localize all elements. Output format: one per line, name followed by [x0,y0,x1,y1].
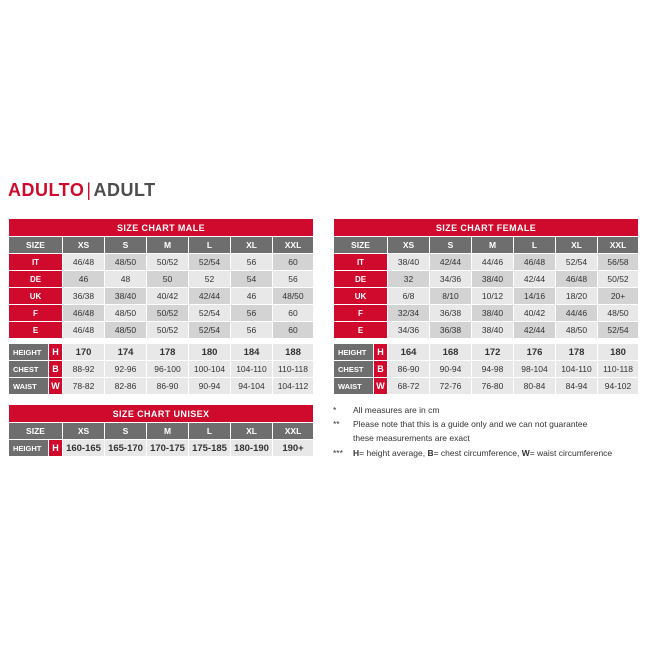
male-cell: 48/50 [105,305,147,322]
male-row-label-e: E [9,322,63,339]
female-cell: 8/10 [430,288,472,305]
female-measure-cell: 110-118 [598,361,639,378]
male-col-xxl: XXL [273,237,314,254]
size-chart-female [333,218,639,395]
table-row [9,322,314,339]
table-row [9,288,314,305]
male-measure-badge-b: B [49,361,63,378]
female-row-label-e: E [334,322,388,339]
female-measure-cell: 86-90 [388,361,430,378]
female-cell: 6/8 [388,288,430,305]
female-cell: 40/42 [514,305,556,322]
table-row-measure [9,361,314,378]
male-col-s: S [105,237,147,254]
male-measure-cell: 104-110 [231,361,273,378]
unisex-measure-cell: 190+ [273,440,314,457]
table-row-measure [9,344,314,361]
female-measure-label-waist: WAIST [334,378,374,395]
male-cell: 40/42 [147,288,189,305]
female-cell: 46/48 [556,271,598,288]
female-cell: 20+ [598,288,639,305]
female-col-m: M [472,237,514,254]
male-cell: 60 [273,305,314,322]
unisex-measure-label-height: HEIGHT [9,440,49,457]
female-measure-cell: 98-104 [514,361,556,378]
male-measure-badge-w: W [49,378,63,395]
female-measure-cell: 94-102 [598,378,639,395]
female-cell: 42/44 [430,254,472,271]
male-measure-cell: 180 [189,344,231,361]
male-measure-cell: 92-96 [105,361,147,378]
male-cell: 42/44 [189,288,231,305]
female-measure-cell: 90-94 [430,361,472,378]
male-measure-cell: 96-100 [147,361,189,378]
unisex-measure-cell: 165-170 [105,440,147,457]
table-row-measure [334,344,639,361]
female-cell: 38/40 [472,305,514,322]
male-cell: 48/50 [273,288,314,305]
male-measure-cell: 88-92 [63,361,105,378]
unisex-col-l: L [189,423,231,440]
male-measure-cell: 110-118 [273,361,314,378]
female-measure-label-chest: CHEST [334,361,374,378]
male-row-label-uk: UK [9,288,63,305]
male-measure-cell: 184 [231,344,273,361]
male-measure-label-chest: CHEST [9,361,49,378]
male-cell: 52/54 [189,305,231,322]
unisex-measure-cell: 180-190 [231,440,273,457]
male-cell: 56 [231,322,273,339]
female-measure-cell: 84-94 [556,378,598,395]
female-cell: 46/48 [514,254,556,271]
female-measure-cell: 80-84 [514,378,556,395]
male-measure-cell: 100-104 [189,361,231,378]
table-row-measure [334,361,639,378]
female-measure-cell: 180 [598,344,639,361]
male-measure-label-waist: WAIST [9,378,49,395]
table-row [9,254,314,271]
male-row-label-f: F [9,305,63,322]
page-title-primary: ADULTO [8,180,85,200]
male-cell: 46 [63,271,105,288]
male-cell: 46 [231,288,273,305]
female-col-l: L [514,237,556,254]
female-measure-cell: 68-72 [388,378,430,395]
female-row-label-f: F [334,305,388,322]
male-cell: 60 [273,322,314,339]
unisex-measure-cell: 175-185 [189,440,231,457]
male-col-l: L [189,237,231,254]
male-cell: 46/48 [63,322,105,339]
table-row [334,254,639,271]
table-row-measure [334,378,639,395]
unisex-col-m: M [147,423,189,440]
female-row-label-it: IT [334,254,388,271]
male-cell: 52/54 [189,254,231,271]
male-measure-cell: 170 [63,344,105,361]
female-cell: 52/54 [556,254,598,271]
male-cell: 46/48 [63,305,105,322]
male-measure-cell: 178 [147,344,189,361]
female-cell: 44/46 [556,305,598,322]
female-measure-badge-b: B [374,361,388,378]
unisex-col-s: S [105,423,147,440]
male-cell: 56 [231,254,273,271]
female-cell: 36/38 [430,322,472,339]
male-measure-cell: 174 [105,344,147,361]
female-measure-badge-w: W [374,378,388,395]
male-measure-cell: 82-86 [105,378,147,395]
note-item-continuation [333,432,638,445]
male-measure-cell: 188 [273,344,314,361]
male-row-label-it: IT [9,254,63,271]
unisex-measure-badge-h: H [49,440,63,457]
female-cell: 50/52 [598,271,639,288]
female-measure-cell: 176 [514,344,556,361]
male-cell: 50 [147,271,189,288]
male-cell: 52 [189,271,231,288]
page-title [8,180,156,201]
male-measure-label-height: HEIGHT [9,344,49,361]
female-cell: 38/40 [472,271,514,288]
female-cell: 42/44 [514,271,556,288]
unisex-size-label: SIZE [9,423,63,440]
female-cell: 52/54 [598,322,639,339]
table-row-measure [9,378,314,395]
male-cell: 48 [105,271,147,288]
male-measure-cell: 94-104 [231,378,273,395]
female-cell: 34/36 [430,271,472,288]
female-cell: 44/46 [472,254,514,271]
female-col-xxl: XXL [598,237,639,254]
female-cell: 32 [388,271,430,288]
male-row-label-de: DE [9,271,63,288]
male-measure-cell: 86-90 [147,378,189,395]
female-measure-cell: 172 [472,344,514,361]
male-cell: 48/50 [105,322,147,339]
female-cell: 56/58 [598,254,639,271]
male-cell: 54 [231,271,273,288]
unisex-col-xl: XL [231,423,273,440]
male-col-xs: XS [63,237,105,254]
female-cell: 38/40 [472,322,514,339]
male-measure-badge-h: H [49,344,63,361]
male-cell: 50/52 [147,254,189,271]
female-cell: 14/16 [514,288,556,305]
table-row-measure [9,440,314,457]
note-text: these measurements are exact [353,433,470,444]
female-cell: 10/12 [472,288,514,305]
table-row [334,271,639,288]
page-title-secondary: ADULT [93,180,156,200]
table-row [334,305,639,322]
male-chart-heading: SIZE CHART MALE [9,219,314,237]
table-row [334,288,639,305]
female-measure-cell: 76-80 [472,378,514,395]
unisex-col-xxl: XXL [273,423,314,440]
female-chart-heading: SIZE CHART FEMALE [334,219,639,237]
note-item [333,404,638,417]
note-marker: ** [333,419,340,430]
female-col-s: S [430,237,472,254]
female-cell: 36/38 [430,305,472,322]
notes-block [333,404,638,461]
note-marker: * [333,405,337,415]
female-measure-cell: 178 [556,344,598,361]
male-cell: 56 [231,305,273,322]
unisex-measure-cell: 170-175 [147,440,189,457]
female-measure-cell: 94-98 [472,361,514,378]
female-cell: 48/50 [556,322,598,339]
female-measure-badge-h: H [374,344,388,361]
female-measure-label-height: HEIGHT [334,344,374,361]
male-cell: 38/40 [105,288,147,305]
note-text: H= height average, B= chest circumference, W= waist circumference [353,447,613,458]
female-col-xl: XL [556,237,598,254]
male-measure-cell: 104-112 [273,378,314,395]
female-measure-cell: 168 [430,344,472,361]
female-row-label-uk: UK [334,288,388,305]
page-title-separator: | [86,180,92,200]
table-row [9,305,314,322]
male-cell: 50/52 [147,322,189,339]
female-size-label: SIZE [334,237,388,254]
male-cell: 56 [273,271,314,288]
table-row [334,322,639,339]
male-cell: 60 [273,254,314,271]
female-cell: 34/36 [388,322,430,339]
female-row-label-de: DE [334,271,388,288]
unisex-measure-cell: 160-165 [63,440,105,457]
male-col-xl: XL [231,237,273,254]
note-text: All measures are in cm [353,405,440,415]
note-marker: *** [333,447,343,458]
table-row [9,271,314,288]
male-measure-cell: 78-82 [63,378,105,395]
female-cell: 18/20 [556,288,598,305]
note-marker [333,432,353,445]
size-chart-unisex [8,404,314,457]
female-col-xs: XS [388,237,430,254]
male-cell: 52/54 [189,322,231,339]
female-cell: 38/40 [388,254,430,271]
note-text: Please note that this is a guide only and we can not guarantee [353,419,588,430]
male-cell: 36/38 [63,288,105,305]
size-chart-male [8,218,314,395]
unisex-chart-heading: SIZE CHART UNISEX [9,405,314,423]
unisex-col-xs: XS [63,423,105,440]
male-size-label: SIZE [9,237,63,254]
note-item [333,447,638,460]
note-item [333,418,638,431]
female-measure-cell: 164 [388,344,430,361]
female-measure-cell: 72-76 [430,378,472,395]
male-cell: 50/52 [147,305,189,322]
female-cell: 32/34 [388,305,430,322]
female-cell: 42/44 [514,322,556,339]
female-cell: 48/50 [598,305,639,322]
male-cell: 48/50 [105,254,147,271]
female-measure-cell: 104-110 [556,361,598,378]
male-measure-cell: 90-94 [189,378,231,395]
male-col-m: M [147,237,189,254]
male-cell: 46/48 [63,254,105,271]
